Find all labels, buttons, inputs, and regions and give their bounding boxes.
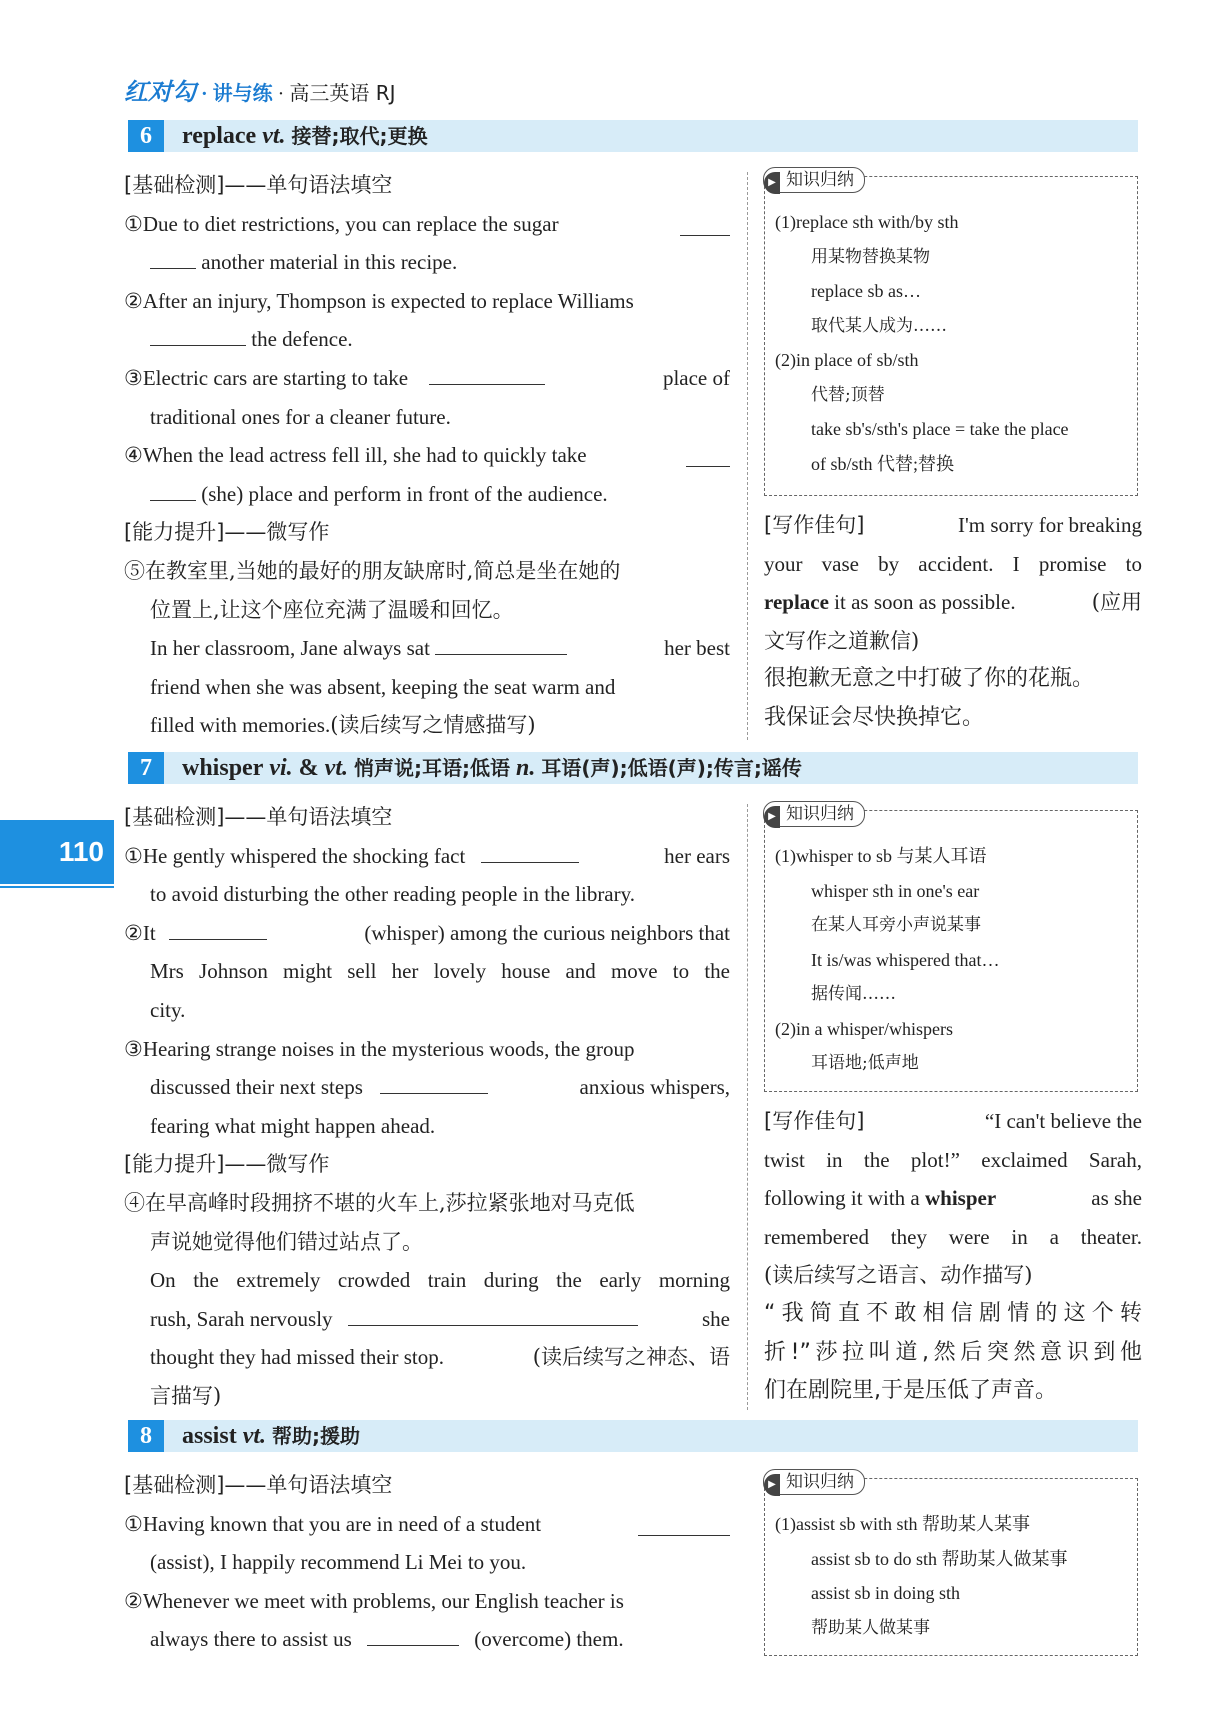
part-of-speech: vt. <box>242 1423 267 1449</box>
answer-blank[interactable] <box>435 632 567 655</box>
chinese-prompt: 声说她觉得他们错过站点了。 <box>150 1229 423 1254</box>
writing-tag: [写作佳句] <box>764 513 865 537</box>
answer-blank[interactable] <box>680 213 730 236</box>
entry-title <box>182 120 428 152</box>
translation-line: On the extremely crowded train during the early morning <box>150 1268 730 1293</box>
series-name: 讲与练 <box>212 83 273 105</box>
entry-title: whisper vi. & vt. 悄声说;耳语;低语 n. 耳语(声);低语(声);传言;谣传 <box>182 755 802 781</box>
answer-blank[interactable] <box>150 246 196 269</box>
translation-line: friend when she was absent, keeping the seat warm and <box>150 674 616 699</box>
page-number-tab <box>0 820 114 884</box>
knowledge-line: 代替;顶替 <box>811 384 885 405</box>
advance-tag: [能力提升]——微写作 <box>124 520 330 545</box>
entry-number: 6 <box>128 120 164 152</box>
chinese-prompt: ④在早高峰时段拥挤不堪的火车上,莎拉紧张地对马克低 <box>124 1190 635 1215</box>
knowledge-tag: ▶ 知识归纳 <box>763 167 865 193</box>
page-number: 110 <box>58 836 104 867</box>
knowledge-line: 帮助某人做某事 <box>811 1617 930 1638</box>
question-line: ②It (whisper) among the curious neighbors that <box>124 914 730 953</box>
knowledge-line: It is/was whispered that… <box>811 949 1000 970</box>
entry-number: 8 <box>128 1420 164 1452</box>
knowledge-line: (1)whisper to sb 与某人耳语 <box>775 846 987 866</box>
writing-line: remembered they were in a theater. <box>764 1224 1142 1249</box>
column-divider <box>747 804 748 1410</box>
answer-blank[interactable] <box>150 323 246 346</box>
translation-line: In her classroom, Jane always sat her best <box>124 629 730 668</box>
knowledge-line: (1)assist sb with sth 帮助某人某事 <box>775 1514 1031 1534</box>
writing-line: [写作佳句] “I can't believe the <box>764 1109 1142 1133</box>
knowledge-line: 耳语地;低声地 <box>811 1053 919 1073</box>
play-icon: ▶ <box>764 1474 780 1496</box>
play-icon: ▶ <box>764 806 780 828</box>
question-line: the defence. <box>124 320 730 359</box>
writing-translation: “我简直不敢相信剧情的这个转 <box>764 1300 1142 1326</box>
writing-translation: 很抱歉无意之中打破了你的花瓶。 <box>764 666 1095 692</box>
question-line: ④When the lead actress fell ill, she had to quickly take <box>124 436 730 475</box>
knowledge-line: assist sb to do sth 帮助某人做某事 <box>811 1548 1068 1569</box>
knowledge-summary-box <box>764 804 1138 1092</box>
question-line: ①Due to diet restrictions, you can replace the sugar <box>124 205 730 244</box>
answer-blank[interactable] <box>429 362 545 385</box>
translation-line: rush, Sarah nervously she <box>124 1300 730 1339</box>
question-line: (she) place and perform in front of the audience. <box>124 475 730 514</box>
headword: replace <box>182 123 257 149</box>
part-of-speech: vi. <box>269 755 293 781</box>
knowledge-tag: ▶ 知识归纳 <box>763 1469 865 1495</box>
entry-number: 7 <box>128 752 164 784</box>
question-line: ②After an injury, Thompson is expected to replace Williams <box>124 288 634 313</box>
writing-translation: 我保证会尽快换掉它。 <box>764 704 985 730</box>
answer-blank[interactable] <box>150 478 196 501</box>
question-line: ③Hearing strange noises in the mysterious woods, the group <box>124 1036 635 1061</box>
answer-blank[interactable] <box>348 1303 638 1326</box>
knowledge-line: 在某人耳旁小声说某事 <box>811 915 981 935</box>
section-8-exercises <box>124 1466 730 1659</box>
knowledge-line: (2)in place of sb/sth <box>775 350 919 370</box>
writing-note: (读后续写之神态、语 <box>532 1345 730 1370</box>
meaning: 耳语(声);低语(声);传言;谣传 <box>541 756 802 780</box>
answer-blank[interactable] <box>367 1623 459 1646</box>
basic-test-tag: [基础检测]——单句语法填空 <box>124 1473 393 1497</box>
translation-line: filled with memories.(读后续写之情感描写) <box>150 713 536 738</box>
writing-line: [写作佳句] I'm sorry for breaking <box>764 513 1142 537</box>
entry-title <box>182 1420 360 1452</box>
answer-blank[interactable] <box>686 444 730 467</box>
page-number-underline <box>0 886 114 888</box>
knowledge-line: replace sb as… <box>811 281 921 301</box>
meaning: 帮助;援助 <box>272 1424 361 1448</box>
grade-label: 高三英语 RJ <box>289 81 396 105</box>
writing-line: following it with a whisper as she <box>764 1186 1142 1211</box>
answer-blank[interactable] <box>380 1071 488 1094</box>
writing-sample-whisper <box>764 1102 1142 1411</box>
knowledge-tag: ▶ 知识归纳 <box>763 801 865 827</box>
headword: assist <box>182 1423 237 1449</box>
basic-test-tag: [基础检测]——单句语法填空 <box>124 173 393 197</box>
section-6-exercises <box>124 166 730 745</box>
writing-line: your vase by accident. I promise to <box>764 551 1142 576</box>
knowledge-summary-box <box>764 1472 1138 1656</box>
meaning: 悄声说;耳语;低语 <box>354 756 510 780</box>
advance-tag: [能力提升]——微写作 <box>124 1152 330 1177</box>
question-line: Mrs Johnson might sell her lovely house and move to the <box>150 959 730 984</box>
answer-blank[interactable] <box>481 840 579 863</box>
knowledge-line: 用某物替换某物 <box>811 246 930 267</box>
part-of-speech: vt. <box>324 755 348 781</box>
question-line: discussed their next steps anxious whispers, <box>124 1068 730 1107</box>
header-dot: · <box>201 83 208 105</box>
part-of-speech: vt. <box>262 123 286 149</box>
question-line: another material in this recipe. <box>124 243 730 282</box>
writing-translation: 们在剧院里,于是压低了声音。 <box>764 1378 1057 1404</box>
question-line: traditional ones for a cleaner future. <box>150 404 451 429</box>
question-line: ③Electric cars are starting to take place of <box>124 359 730 398</box>
question-line: city. <box>150 997 186 1022</box>
knowledge-line: of sb/sth 代替;替换 <box>811 453 955 474</box>
writing-note: (读后续写之情感描写) <box>330 713 536 738</box>
question-line: ①He gently whispered the shocking fact her ears <box>124 837 730 876</box>
knowledge-line: (1)replace sth with/by sth <box>775 212 959 232</box>
answer-blank[interactable] <box>638 1513 730 1536</box>
translation-line: 言描写) <box>150 1383 222 1408</box>
play-icon: ▶ <box>764 172 780 194</box>
knowledge-line: take sb's/sth's place = take the place <box>811 419 1069 439</box>
writing-tag: [写作佳句] <box>764 1109 865 1133</box>
entry-bar-whisper <box>128 752 1138 784</box>
writing-translation: 折!”莎拉叫道,然后突然意识到他 <box>764 1339 1142 1365</box>
writing-line: replace it as soon as possible. (应用 <box>764 590 1142 615</box>
writing-line: 文写作之道歉信) <box>764 628 920 653</box>
knowledge-summary-box <box>764 170 1138 496</box>
header-dot: · <box>277 83 285 105</box>
chinese-prompt: ⑤在教室里,当她的最好的朋友缺席时,简总是坐在她的 <box>124 558 621 583</box>
question-line: ①Having known that you are in need of a student <box>124 1505 730 1544</box>
page-header <box>124 72 396 107</box>
knowledge-line: whisper sth in one's ear <box>811 880 980 901</box>
answer-blank[interactable] <box>169 917 267 940</box>
headword: whisper <box>182 755 264 781</box>
part-of-speech: n. <box>516 755 536 781</box>
question-line: always there to assist us (overcome) them. <box>124 1620 730 1659</box>
question-line: ②Whenever we meet with problems, our English teacher is <box>124 1588 624 1613</box>
writing-line: (读后续写之语言、动作描写) <box>764 1263 1033 1288</box>
translation-line: thought they had missed their stop. (读后续写之神态、语 <box>124 1338 730 1377</box>
basic-test-tag: [基础检测]——单句语法填空 <box>124 805 393 829</box>
writing-sample-replace <box>764 506 1142 738</box>
writing-line: twist in the plot!” exclaimed Sarah, <box>764 1147 1142 1172</box>
column-divider <box>747 172 748 740</box>
question-line: fearing what might happen ahead. <box>150 1113 436 1138</box>
entry-bar-assist <box>128 1420 1138 1452</box>
question-line: (assist), I happily recommend Li Mei to you. <box>150 1550 527 1575</box>
meaning: 接替;取代;更换 <box>291 124 428 148</box>
chinese-prompt: 位置上,让这个座位充满了温暖和回忆。 <box>150 597 514 622</box>
entry-bar-replace <box>128 120 1138 152</box>
knowledge-line: 据传闻…… <box>811 984 896 1004</box>
knowledge-line: 取代某人成为…… <box>811 315 947 336</box>
knowledge-line: (2)in a whisper/whispers <box>775 1018 953 1039</box>
question-line: to avoid disturbing the other reading people in the library. <box>150 882 636 907</box>
brand-logo: 红对勾 <box>124 80 196 106</box>
knowledge-line: assist sb in doing sth <box>811 1583 961 1603</box>
section-7-exercises <box>124 798 730 1416</box>
